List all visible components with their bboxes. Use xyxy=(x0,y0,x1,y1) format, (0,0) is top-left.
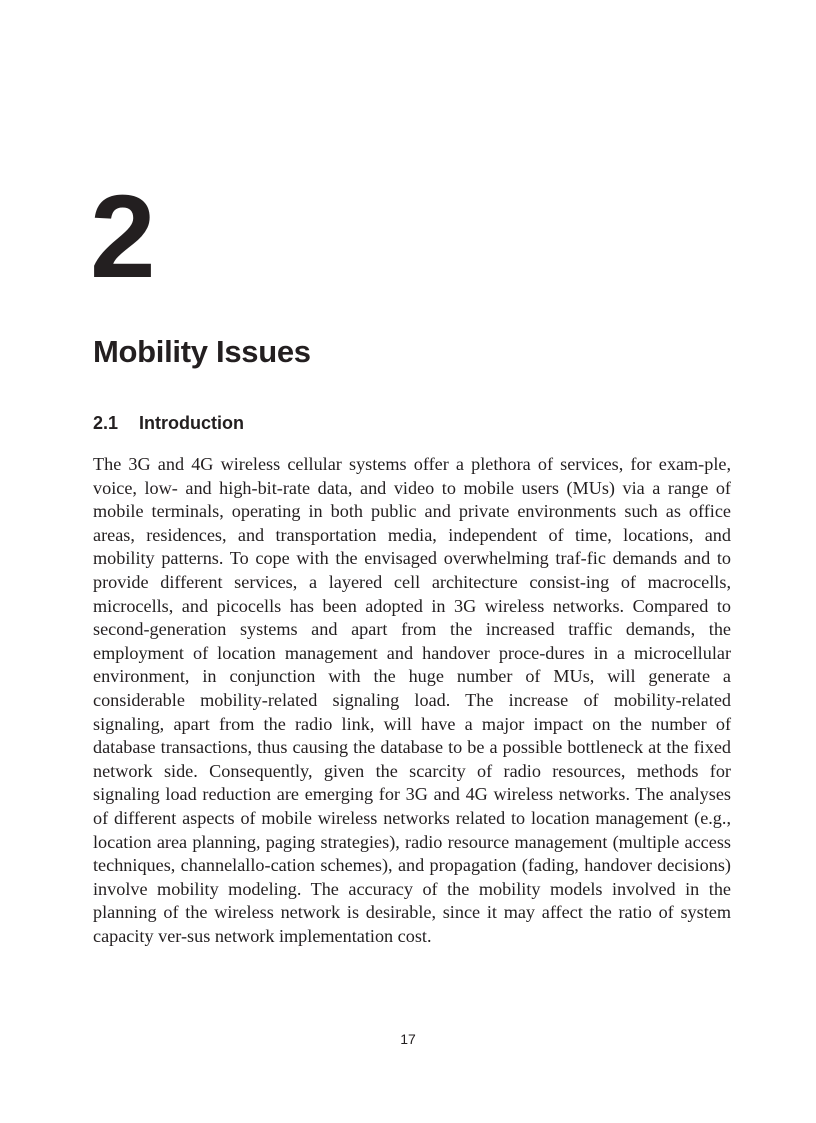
section-title: Introduction xyxy=(139,413,244,433)
chapter-number: 2 xyxy=(90,171,154,303)
body-paragraph: The 3G and 4G wireless cellular systems offer a plethora of services, for exam-ple, voice, low- and high-bit-rate data, and video to mobile users (MUs) via a range of mobile terminals, operating in both public and private environments such as office areas, residences, and transportation media, independent of time, locations, and mobility patterns. To cope with the envisaged overwhelming traf-fic demands and to provide different services, a layered cell architecture consist-ing of macrocells, microcells, and picocells has been adopted in 3G wireless networks. Compared to second-generation systems and apart from the increased traffic demands, the employment of location management and handover proce-dures in a microcellular environment, in conjunction with the huge number of MUs, will generate a considerable mobility-related signaling load. The increase of mobility-related signaling, apart from the radio link, will have a major impact on the number of database transactions, thus causing the database to be a possible bottleneck at the fixed network side. Consequently, given the scarcity of radio resources, methods for signaling load reduction are emerging for 3G and 4G wireless networks. The analyses of different aspects of mobile wireless networks related to location management (e.g., location area planning, paging strategies), radio resource management (multiple access techniques, channelallo-cation schemes), and propagation (fading, handover decisions) involve mobility modeling. The accuracy of the mobility models involved in the planning of the wireless network is desirable, since it may affect the ratio of system capacity ver-sus network implementation cost. xyxy=(93,454,731,946)
section-heading xyxy=(93,414,244,432)
chapter-title: Mobility Issues xyxy=(93,334,311,369)
page-number: 17 xyxy=(400,1031,416,1047)
section-number: 2.1 xyxy=(93,413,119,433)
